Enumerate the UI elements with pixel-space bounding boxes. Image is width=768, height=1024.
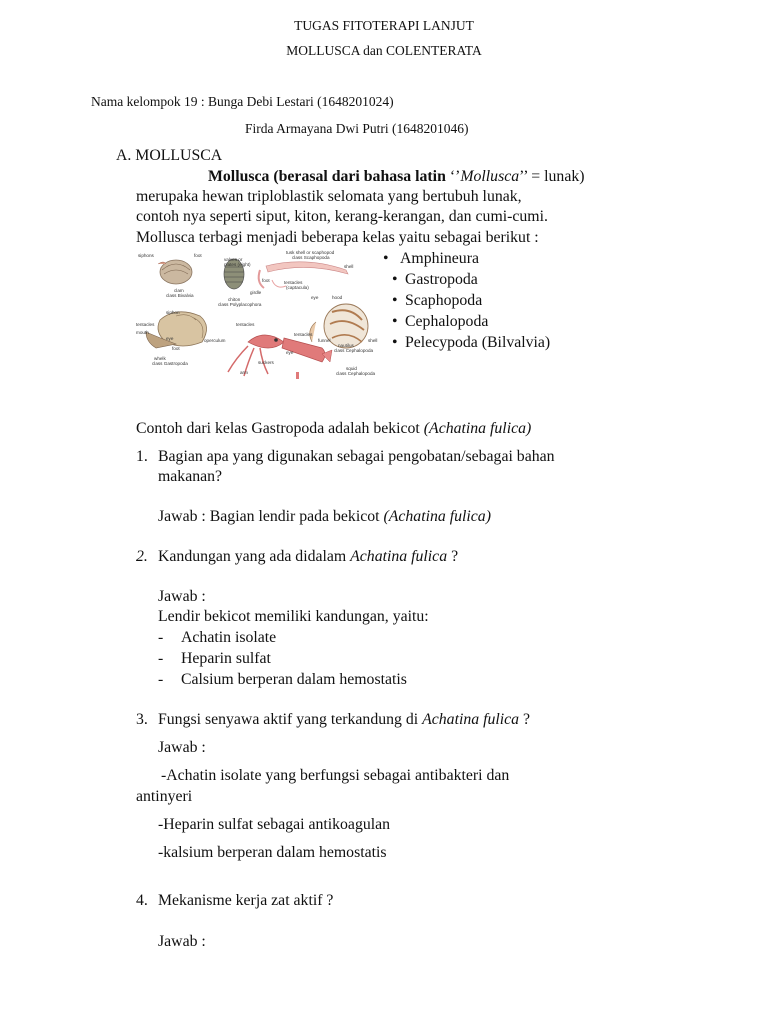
label-tentacles-whelk: tentacles bbox=[136, 322, 155, 327]
label-clam-class: class Bivalvia bbox=[166, 293, 194, 298]
intro-line-3: contoh nya seperti siput, kiton, kerang-kerangan, dan cumi-cumi. bbox=[136, 208, 548, 225]
q1-number: 1. bbox=[136, 448, 148, 465]
label-squid: squid bbox=[346, 366, 357, 371]
intro-line-4: Mollusca terbagi menjadi beberapa kelas yaitu sebagai berikut : bbox=[136, 229, 539, 246]
label-valves: valves or bbox=[224, 257, 243, 262]
q2-tail: ? bbox=[451, 548, 459, 565]
q2-intro: Lendir bekicot memiliki kandungan, yaitu: bbox=[158, 608, 429, 625]
label-mouth: mouth bbox=[136, 330, 149, 335]
example-text: Contoh dari kelas Gastropoda adalah bekicot bbox=[136, 420, 420, 437]
q2-species: Achatina fulica bbox=[350, 548, 448, 565]
label-eye-whelk: eye bbox=[166, 336, 174, 341]
label-chiton-class: class Polyplacophora bbox=[218, 302, 262, 307]
intro-quote-open: ‘’ bbox=[449, 168, 461, 185]
q1-answer bbox=[158, 508, 491, 526]
label-foot-whelk: foot bbox=[172, 346, 180, 351]
label-clam: clam bbox=[174, 288, 184, 293]
label-nautilus: nautilus bbox=[338, 343, 354, 348]
q3-species: Achatina fulica bbox=[422, 711, 520, 728]
class-item-2 bbox=[392, 271, 478, 289]
class-label: Scaphopoda bbox=[405, 292, 483, 309]
label-nautilus-class: class Cephalopoda bbox=[334, 348, 374, 353]
q2-text: Kandungan yang ada didalam bbox=[158, 548, 347, 565]
example-line bbox=[136, 420, 531, 438]
label-tentacles-tusk: tentacles bbox=[284, 280, 303, 285]
q1-answer-species: (Achatina fulica) bbox=[383, 508, 491, 525]
label-tusk: tusk shell or scaphopod bbox=[286, 250, 335, 255]
q1-line-1: Bagian apa yang digunakan sebagai pengobatan/sebagai bahan bbox=[158, 448, 555, 465]
section-heading: A. MOLLUSCA bbox=[116, 147, 223, 164]
label-tusk-class: class Scaphopoda bbox=[292, 255, 330, 260]
q3-jawab: Jawab : bbox=[158, 739, 206, 756]
q3-number: 3. bbox=[136, 711, 148, 728]
bullet-icon: • bbox=[392, 292, 398, 309]
intro-line-2: merupaka hewan triploblastik selomata yang bertubuh lunak, bbox=[136, 188, 522, 205]
q3-question bbox=[158, 711, 530, 729]
intro-tail: = lunak) bbox=[531, 168, 585, 185]
bullet-icon: • bbox=[383, 250, 389, 267]
q2-number-text: 2. bbox=[136, 548, 148, 565]
label-foot-tusk: foot bbox=[262, 278, 270, 283]
label-plates: plates (eight) bbox=[224, 262, 251, 267]
label-shell-nautilus: shell bbox=[368, 338, 378, 343]
intro-line-1 bbox=[208, 168, 585, 186]
label-girdle: girdle bbox=[250, 290, 262, 295]
q2-question bbox=[158, 548, 458, 566]
q3-text: Fungsi senyawa aktif yang terkandung di bbox=[158, 711, 419, 728]
q1-line-2: makanan? bbox=[158, 468, 223, 485]
label-whelk: whelk bbox=[154, 356, 166, 361]
label-squid-class: class Cephalopoda bbox=[336, 371, 376, 376]
bullet-icon: • bbox=[392, 271, 398, 288]
label-eye-squid: eye bbox=[286, 350, 294, 355]
label-arm: arm bbox=[240, 370, 248, 375]
group-line-2: Firda Armayana Dwi Putri (1648201046) bbox=[245, 121, 469, 136]
example-species: (Achatina fulica) bbox=[423, 420, 532, 437]
q2-jawab: Jawab : bbox=[158, 588, 206, 605]
bullet-icon: • bbox=[392, 313, 398, 330]
q2-dash-2: - bbox=[158, 650, 164, 667]
intro-quote-close: ’’ bbox=[519, 168, 528, 185]
q3-tail: ? bbox=[523, 711, 531, 728]
intro-italic: Mollusca bbox=[460, 168, 520, 185]
class-label: Amphineura bbox=[400, 250, 479, 267]
doc-subtitle: MOLLUSCA dan COLENTERATA bbox=[286, 43, 482, 58]
group-line-1: Nama kelompok 19 : Bunga Debi Lestari (1648201024) bbox=[91, 94, 394, 109]
q3-answer-2: -Heparin sulfat sebagai antikoagulan bbox=[158, 816, 391, 833]
doc-title: TUGAS FITOTERAPI LANJUT bbox=[294, 18, 474, 33]
q1-answer-text: Jawab : Bagian lendir pada bekicot bbox=[158, 508, 380, 525]
q4-question: Mekanisme kerja zat aktif ? bbox=[158, 892, 334, 909]
label-operculum: operculum bbox=[204, 338, 226, 343]
q2-item-2: Heparin sulfat bbox=[181, 650, 271, 667]
label-hood: hood bbox=[332, 295, 343, 300]
label-suckers: suckers bbox=[258, 360, 274, 365]
q4-jawab: Jawab : bbox=[158, 933, 206, 950]
bullet-icon: • bbox=[392, 334, 398, 351]
label-foot-clam: foot bbox=[194, 253, 202, 258]
label-siphon: siphon bbox=[166, 310, 180, 315]
q3-answer-1-line-2: antinyeri bbox=[136, 788, 193, 805]
class-item-1 bbox=[383, 250, 479, 268]
label-eye-nautilus: eye bbox=[311, 295, 319, 300]
label-tentacles-squid: tentacles bbox=[236, 322, 255, 327]
class-label: Gastropoda bbox=[405, 271, 478, 288]
class-label: Cephalopoda bbox=[405, 313, 489, 330]
class-label: Pelecypoda (Bilvalvia) bbox=[405, 334, 551, 351]
label-chiton: chiton bbox=[228, 297, 241, 302]
label-shell-tusk: shell bbox=[344, 264, 354, 269]
class-item-5 bbox=[392, 334, 550, 352]
q2-item-1: Achatin isolate bbox=[181, 629, 277, 646]
q4-number: 4. bbox=[136, 892, 148, 909]
mollusca-classes-figure bbox=[136, 250, 382, 382]
intro-bold: Mollusca (berasal dari bahasa latin bbox=[208, 168, 446, 185]
class-item-3 bbox=[392, 292, 482, 310]
q3-answer-1-line-1: -Achatin isolate yang berfungsi sebagai antibakteri dan bbox=[161, 767, 510, 784]
q3-answer-3: -kalsium berperan dalam hemostatis bbox=[158, 844, 387, 861]
label-tentacles-nautilus: tentacles bbox=[294, 332, 313, 337]
class-item-4 bbox=[392, 313, 488, 331]
q2-number bbox=[136, 548, 148, 566]
label-whelk-class: class Gastropoda bbox=[152, 361, 188, 366]
label-siphons: siphons bbox=[138, 253, 154, 258]
label-captacula: (captacula) bbox=[286, 285, 309, 290]
q2-dash-3: - bbox=[158, 671, 164, 688]
q2-item-3: Calsium berperan dalam hemostatis bbox=[181, 671, 407, 688]
q2-dash-1: - bbox=[158, 629, 164, 646]
label-funnel: funnel bbox=[318, 338, 331, 343]
